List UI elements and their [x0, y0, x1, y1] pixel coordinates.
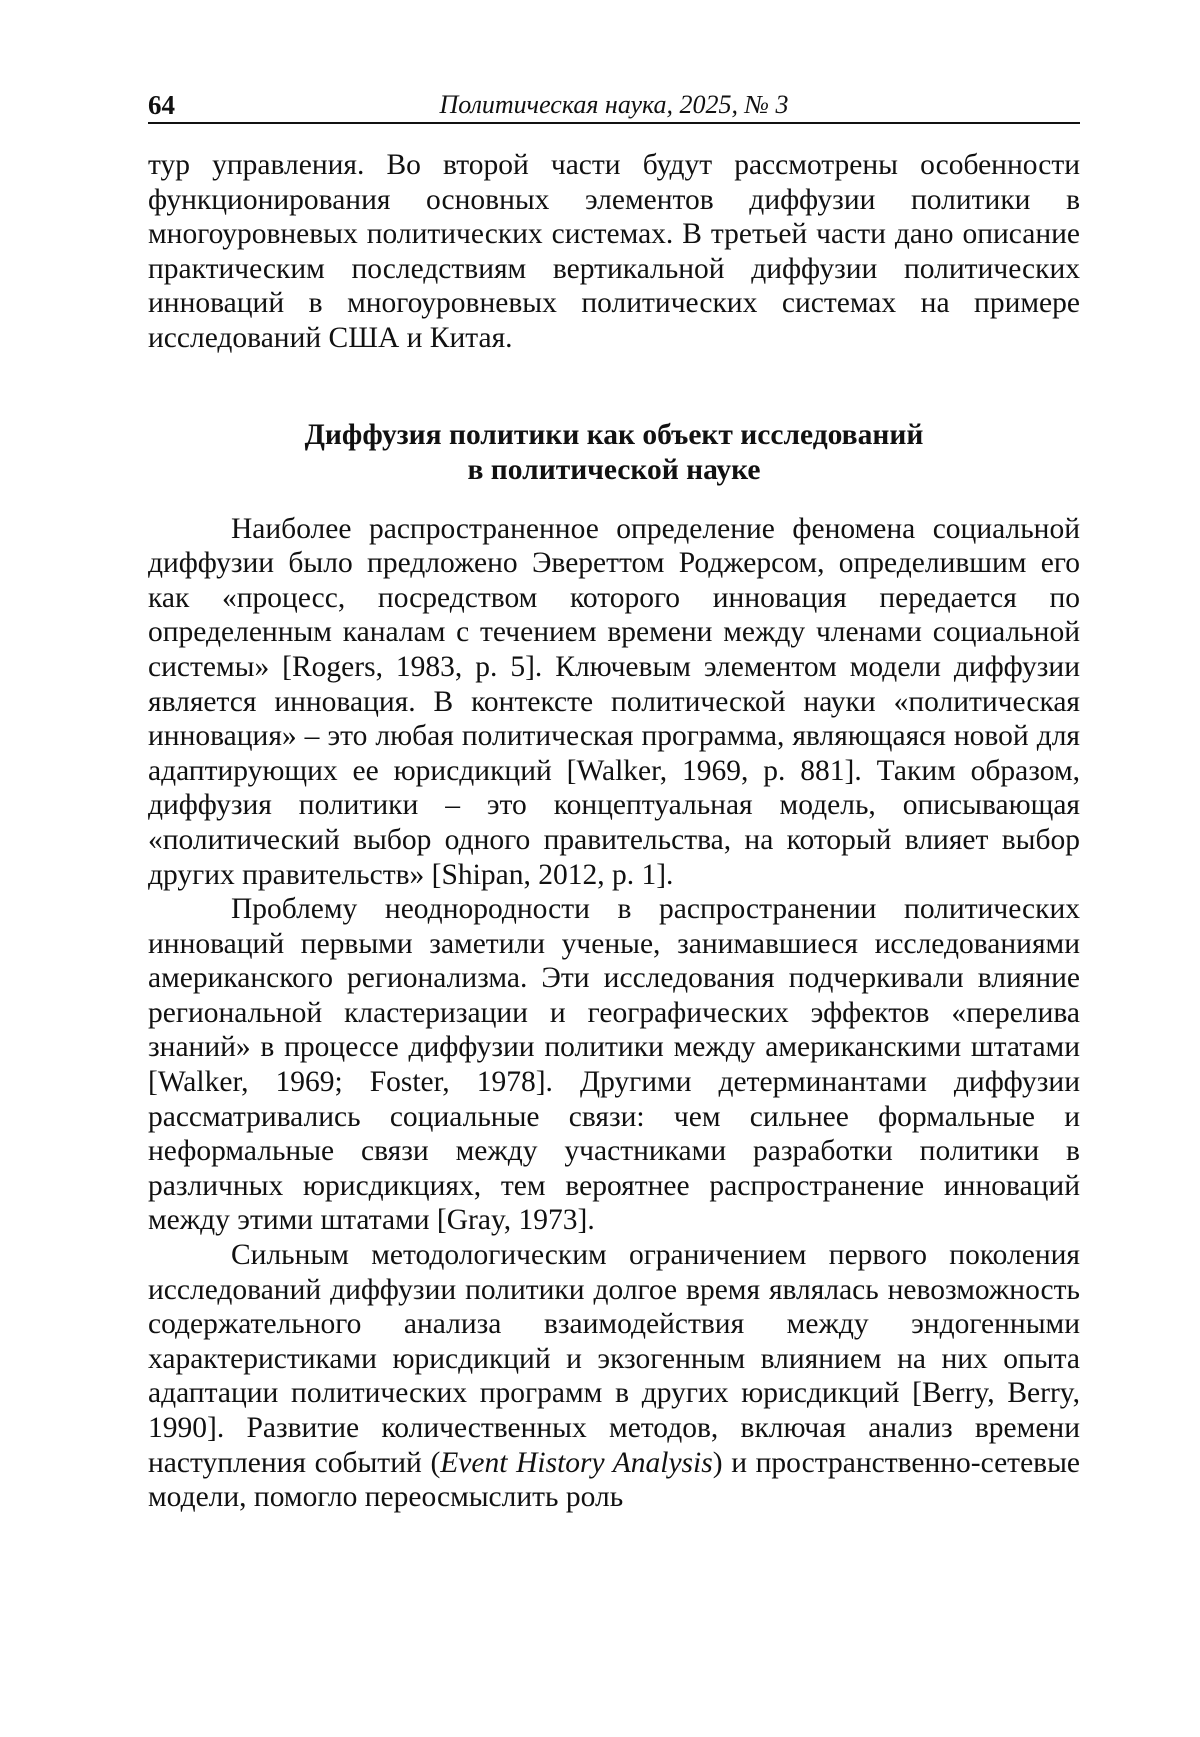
event-history-analysis-term: Event History Analysis: [440, 1447, 712, 1479]
section-heading-line-1: Диффузия политики как объект исследований: [148, 418, 1080, 453]
section-heading-line-2: в политической науке: [148, 453, 1080, 488]
journal-page: [148, 88, 1080, 1515]
intro-paragraph: тур управления. Во второй части будут рассмотрены особенности функционирования основных элементов диффузии политики в многоуровневых политических системах. В третьей части дано описание практическим последствиям вертикальной диффузии политических инноваций в многоуровневых политических системах на примере исследований США и Китая.: [148, 148, 1080, 356]
paragraph-methodology-text-end: ) и пространственно-сетевые модели, помогло переосмыслить роль: [148, 1447, 1080, 1514]
page-number: 64: [148, 92, 175, 119]
journal-title: Политическая наука, 2025, № 3: [148, 92, 1080, 118]
section-heading: [148, 418, 1080, 488]
paragraph-regionalism: Проблему неоднородности в распространении политических инноваций первыми заметили ученые, занимавшиеся исследованиями американского регионализма. Эти исследования подчеркивали влияние региональной кластеризации и географических эффектов «перелива знаний» в процессе диффузии политики между американскими штатами [Walker, 1969; Foster, 1978]. Другими детерминантами диффузии рассматривались социальные связи: чем сильнее формальные и неформальные связи между участниками разработки политики в различных юрисдикциях, тем вероятнее распространение инноваций между этими штатами [Gray, 1973].: [148, 892, 1080, 1238]
paragraph-rogers-definition: Наиболее распространенное определение феномена социальной диффузии было предложено Эвереттом Роджерсом, определившим его как «процесс, посредством которого инновация передается по определенным каналам с течением времени между членами социальной системы» [Rogers, 1983, p. 5]. Ключевым элементом модели диффузии является инновация. В контексте политической науки «политическая инновация» – это любая политическая программа, являющаяся новой для адаптирующих ее юрисдикций [Walker, 1969, p. 881]. Таким образом, диффузия политики – это концептуальная модель, описывающая «политический выбор одного правительства, на который влияет выбор других правительств» [Shipan, 2012, p. 1].: [148, 512, 1080, 893]
paragraph-methodology-text-start: Сильным методологическим ограничением первого поколения исследований диффузии политики долгое время являлась невозможность содержательного анализа взаимодействия между эндогенными характеристиками юрисдикций и экзогенным влиянием на них опыта адаптации политических программ в других юрисдикций [Berry, Berry, 1990]. Развитие количественных методов, включая анализ времени наступления событий (: [148, 1239, 1080, 1479]
paragraph-methodology: [148, 1238, 1080, 1515]
running-head: [148, 88, 1080, 124]
article-body: [148, 148, 1080, 1515]
